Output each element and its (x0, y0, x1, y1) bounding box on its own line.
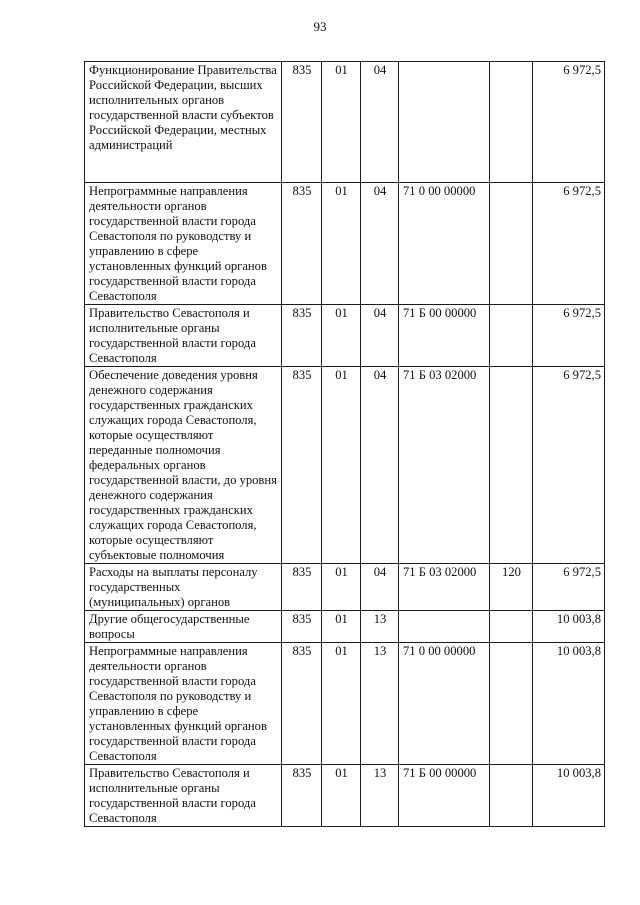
row-sum: 6 972,5 (533, 367, 605, 564)
row-pr: 13 (361, 765, 399, 827)
row-csr: 71 0 00 00000 (399, 643, 490, 765)
row-name: Расходы на выплаты персоналу государственных (муниципальных) органов (85, 564, 282, 611)
budget-table-body (85, 62, 605, 827)
row-ved: 835 (282, 765, 322, 827)
row-csr: 71 Б 00 00000 (399, 305, 490, 367)
row-ved: 835 (282, 183, 322, 305)
row-sum: 10 003,8 (533, 611, 605, 643)
page-number: 93 (313, 19, 327, 34)
table-row (85, 305, 605, 367)
row-name: Непрограммные направления деятельности органов государственной власти города Севастополя по руководству и управлению в сфере установленных функций органов государственной власти города Севастополя (85, 643, 282, 765)
row-sum: 6 972,5 (533, 305, 605, 367)
row-rz: 01 (322, 643, 361, 765)
row-rz: 01 (322, 183, 361, 305)
table-row (85, 643, 605, 765)
row-pr: 04 (361, 62, 399, 183)
row-sum: 6 972,5 (533, 564, 605, 611)
row-csr (399, 611, 490, 643)
row-name: Непрограммные направления деятельности органов государственной власти города Севастополя по руководству и управлению в сфере установленных функций органов государственной власти города Севастополя (85, 183, 282, 305)
row-ved: 835 (282, 564, 322, 611)
row-csr: 71 0 00 00000 (399, 183, 490, 305)
row-name: Другие общегосударственные вопросы (85, 611, 282, 643)
row-ved: 835 (282, 62, 322, 183)
row-vr (490, 611, 533, 643)
row-csr: 71 Б 03 02000 (399, 564, 490, 611)
row-vr: 120 (490, 564, 533, 611)
row-pr: 13 (361, 643, 399, 765)
row-vr (490, 765, 533, 827)
budget-table (84, 61, 605, 827)
row-pr: 04 (361, 564, 399, 611)
table-row (85, 183, 605, 305)
row-pr: 04 (361, 183, 399, 305)
row-sum: 10 003,8 (533, 765, 605, 827)
row-rz: 01 (322, 765, 361, 827)
row-rz: 01 (322, 305, 361, 367)
row-name: Функционирование Правительства Российской Федерации, высших исполнительных органов государственной власти субъектов Российской Федерации, местных администраций (85, 62, 282, 183)
row-rz: 01 (322, 367, 361, 564)
row-csr: 71 Б 00 00000 (399, 765, 490, 827)
row-ved: 835 (282, 305, 322, 367)
row-ved: 835 (282, 643, 322, 765)
row-vr (490, 643, 533, 765)
row-rz: 01 (322, 62, 361, 183)
row-sum: 6 972,5 (533, 183, 605, 305)
row-ved: 835 (282, 611, 322, 643)
row-vr (490, 305, 533, 367)
row-pr: 04 (361, 305, 399, 367)
row-name: Правительство Севастополя и исполнительные органы государственной власти города Севастополя (85, 305, 282, 367)
row-name: Обеспечение доведения уровня денежного содержания государственных гражданских служащих города Севастополя, которые осуществляют переданные полномочия федеральных органов государственной власти, до уровня денежного содержания государственных гражданских служащих города Севастополя, которые осуществляют субъектовые полномочия (85, 367, 282, 564)
row-csr (399, 62, 490, 183)
row-rz: 01 (322, 611, 361, 643)
table-row (85, 611, 605, 643)
row-vr (490, 62, 533, 183)
table-row (85, 564, 605, 611)
table-row (85, 367, 605, 564)
row-pr: 13 (361, 611, 399, 643)
row-pr: 04 (361, 367, 399, 564)
row-rz: 01 (322, 564, 361, 611)
row-ved: 835 (282, 367, 322, 564)
row-csr: 71 Б 03 02000 (399, 367, 490, 564)
row-vr (490, 183, 533, 305)
row-name: Правительство Севастополя и исполнительные органы государственной власти города Севастополя (85, 765, 282, 827)
row-vr (490, 367, 533, 564)
table-row (85, 62, 605, 183)
row-sum: 10 003,8 (533, 643, 605, 765)
table-row (85, 765, 605, 827)
row-sum: 6 972,5 (533, 62, 605, 183)
